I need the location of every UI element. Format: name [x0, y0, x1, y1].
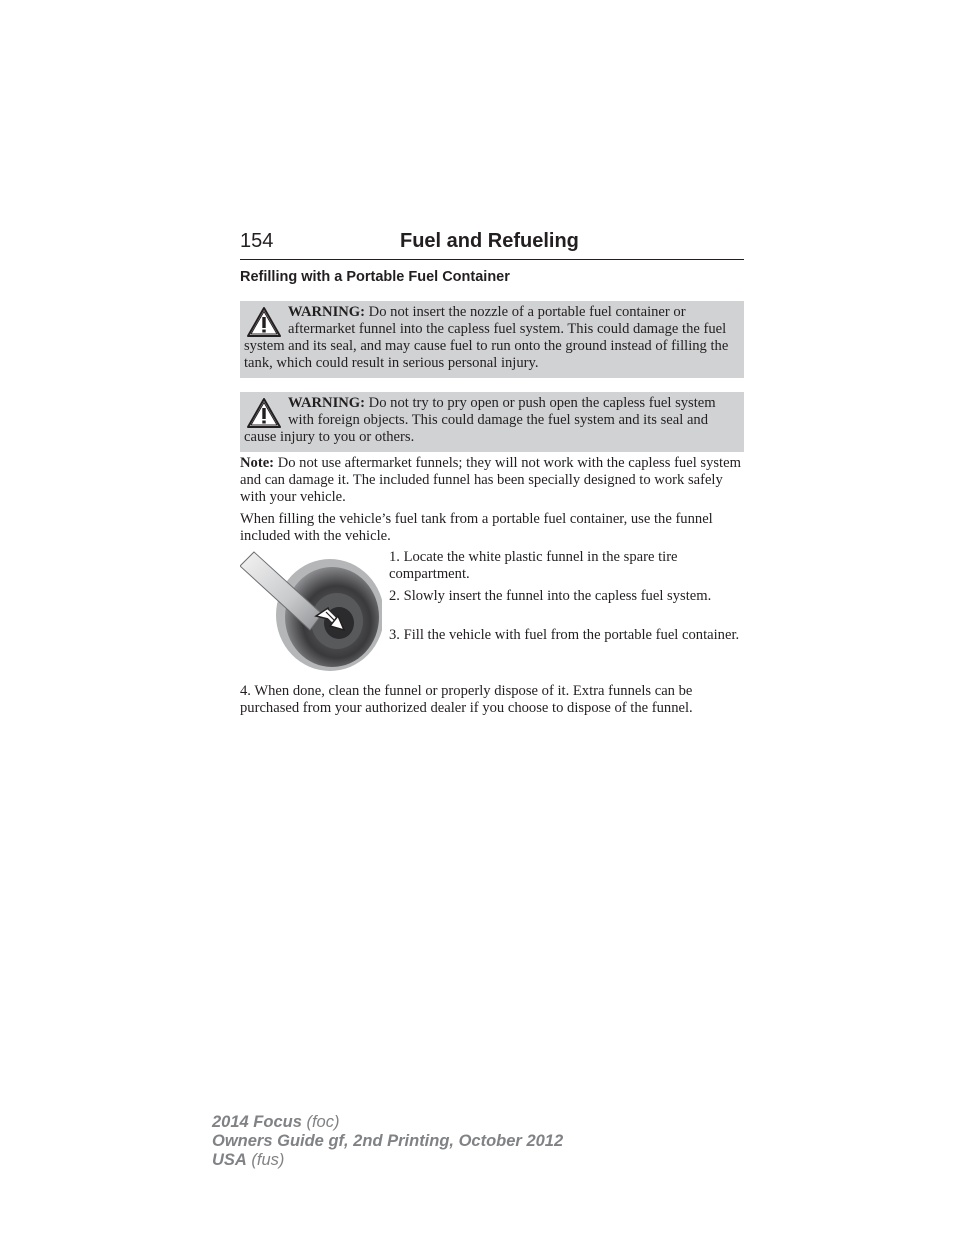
warning-box-2	[240, 392, 744, 452]
chapter-title: Fuel and Refueling	[400, 230, 579, 252]
document-footer	[212, 1113, 563, 1170]
footer-line-3: USA (fus)	[212, 1151, 285, 1169]
note-text: Do not use aftermarket funnels; they will not work with the capless fuel system and can damage it. The included funnel has been specially designed to work safely with your vehicle.	[240, 455, 741, 505]
footer-line-1: 2014 Focus (foc)	[212, 1113, 340, 1131]
final-step: 4. When done, clean the funnel or properly dispose of it. Extra funnels can be purchased from your authorized dealer if you choose to dispose of the funnel.	[240, 683, 693, 716]
step-1: 1. Locate the white plastic funnel in the spare tire compartment.	[389, 549, 678, 582]
footer-line-2: Owners Guide gf, 2nd Printing, October 2012	[212, 1132, 564, 1150]
funnel-insertion-illustration	[240, 550, 382, 672]
step-2: 2. Slowly insert the funnel into the capless fuel system.	[389, 588, 712, 604]
section-title: Refilling with a Portable Fuel Container	[240, 269, 510, 285]
step-3: 3. Fill the vehicle with fuel from the portable fuel container.	[389, 627, 740, 643]
warning-label: WARNING:	[288, 395, 366, 411]
warning-text: Do not try to pry open or push open the capless fuel system with foreign objects. This could damage the fuel system and its seal and cause injury to you or others.	[244, 395, 716, 445]
warning-label: WARNING:	[288, 304, 366, 320]
warning-box-1	[240, 301, 744, 378]
intro-paragraph: When filling the vehicle’s fuel tank from a portable fuel container, use the funnel included with the vehicle.	[240, 511, 713, 544]
note-label: Note:	[240, 455, 275, 471]
warning-text: Do not insert the nozzle of a portable fuel container or aftermarket funnel into the capless fuel system. This could damage the fuel system and its seal, and may cause fuel to run onto the ground instead of filling the tank, which could result in serious personal injury.	[244, 304, 729, 371]
warning-triangle-icon	[246, 397, 282, 429]
page-number: 154	[240, 230, 274, 252]
page-header	[240, 229, 744, 260]
note-paragraph	[240, 455, 746, 506]
warning-triangle-icon	[246, 306, 282, 338]
